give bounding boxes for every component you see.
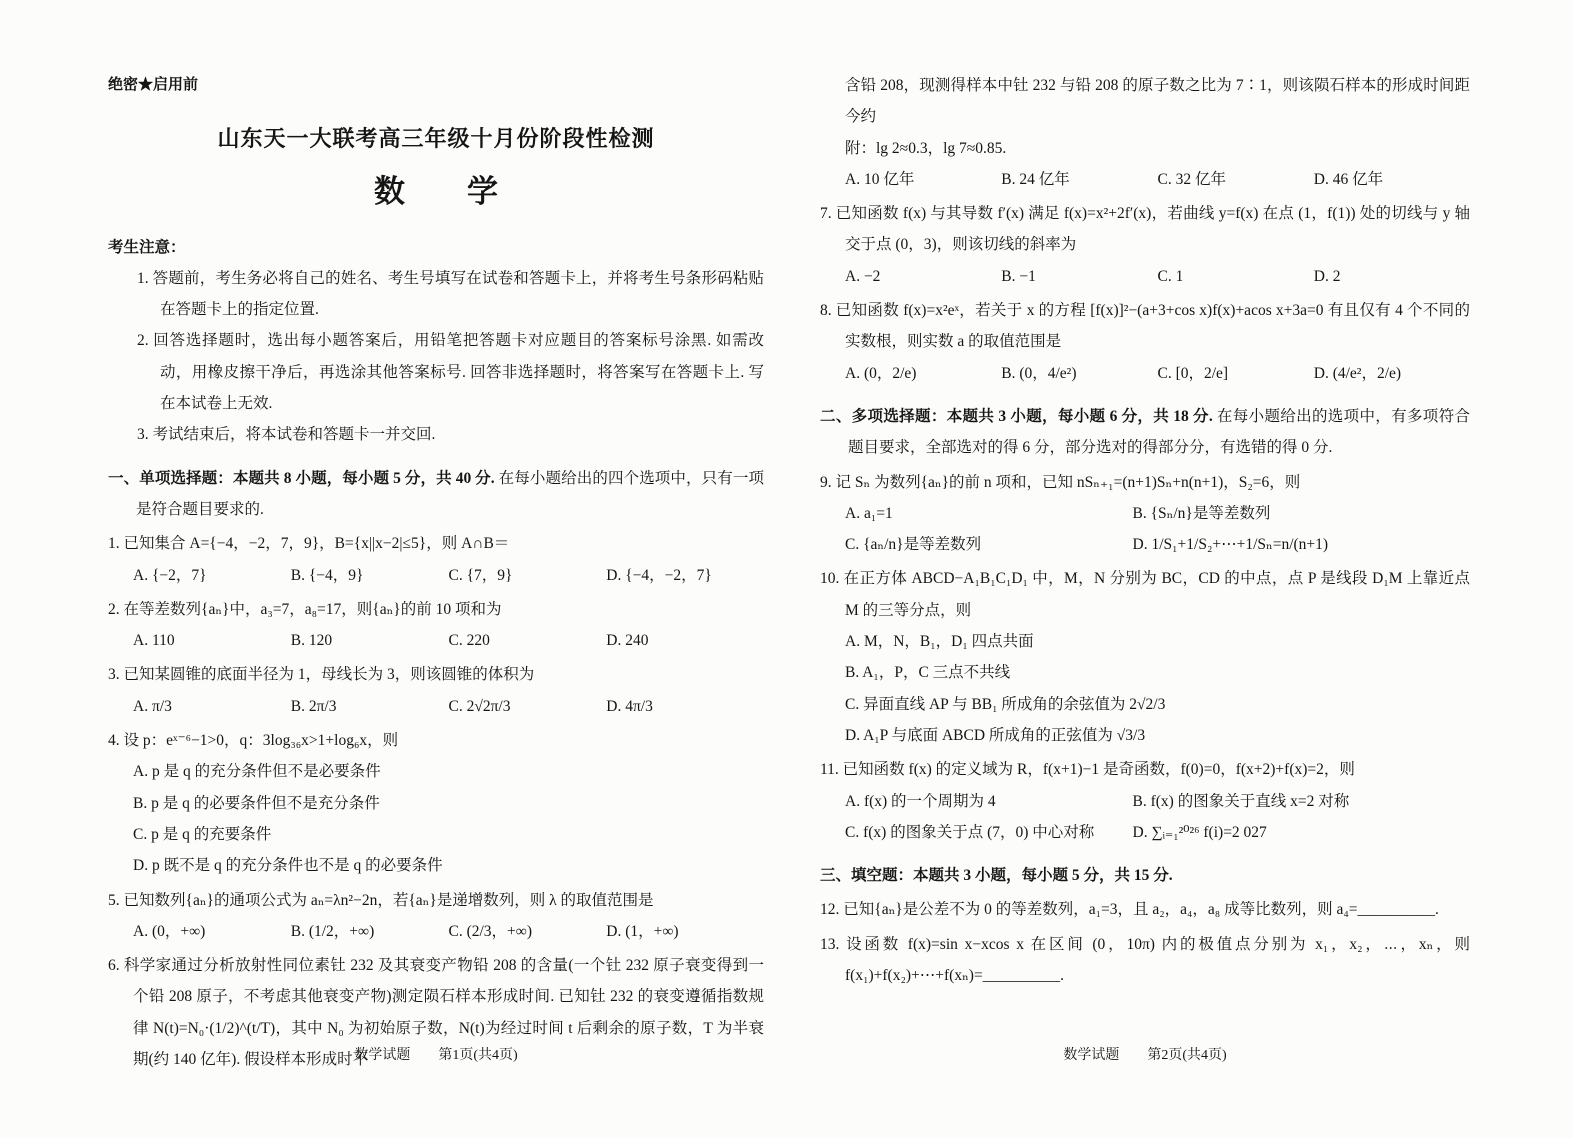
question-1-option-b: B. {−4，9} (290, 566, 364, 584)
question-9-option-b: B. {Sₙ/n}是等差数列 (1132, 504, 1271, 522)
section-1-heading-rest: 在每小题给出的四个选项中，只有一项是符合题目要求的. (136, 469, 764, 518)
question-6-option-c: C. 32 亿年 (1157, 170, 1226, 188)
question-4-option-b: B. p 是 q 的必要条件但不是充分条件 (133, 794, 380, 812)
section-1-heading (108, 463, 764, 526)
question-4-stem: 4. 设 p：eˣ⁻⁶−1>0，q：3log₃₆x>1+log₆x，则 (108, 732, 399, 750)
question-1-option-c: C. {7，9} (448, 566, 513, 584)
question-10-option-d: D. A₁P 与底面 ABCD 所成角的正弦值为 √3/3 (845, 726, 1146, 744)
question-1-stem: 1. 已知集合 A={−4，−2，7，9}，B={x||x−2|≤5}，则 A∩B＝ (108, 535, 510, 553)
page-1 (108, 0, 764, 1138)
question-7-option-d: D. 2 (1313, 267, 1341, 285)
notice-item-2: 2. 回答选择题时，选出每小题答案后，用铅笔把答题卡对应题目的答案标号涂黑. 如需改动，用橡皮擦干净后，再选涂其他答案标号. 回答非选择题时，将答案写在答题卡上. 写在本试卷上无效. (137, 332, 764, 413)
page-1-footer: 数学试题 第1页(共4页) (354, 1048, 518, 1063)
question-5-option-d: D. (1，+∞) (606, 922, 679, 940)
question-7-options (820, 261, 1470, 292)
question-3-option-c: C. 2√2π/3 (448, 697, 511, 715)
section-2-heading-bold: 二、多项选择题：本题共 3 小题，每小题 6 分，共 18 分. (820, 407, 1213, 425)
question-1-option-d: D. {−4，−2，7} (606, 566, 712, 584)
question-10-option-b: B. A₁，P，C 三点不共线 (845, 664, 1011, 682)
question-11-option-a: A. f(x) 的一个周期为 4 (845, 792, 996, 810)
question-1-option-a: A. {−2，7} (133, 566, 207, 584)
question-12-stem: 12. 已知{aₙ}是公差不为 0 的等差数列，a₁=3，且 a₂，a₄，a₈ 成等比数列，则 a₄=__________. (820, 901, 1439, 919)
question-6-option-d: D. 46 亿年 (1313, 170, 1384, 188)
question-3-options (108, 691, 764, 722)
question-1-options (108, 560, 764, 591)
question-10-options (820, 626, 1470, 751)
notice-item-3: 3. 考试结束后，将本试卷和答题卡一并交回. (137, 426, 436, 444)
question-5-option-b: B. (1/2，+∞) (290, 922, 375, 940)
question-11-options (820, 786, 1470, 849)
question-6-hint: 附：lg 2≈0.3，lg 7≈0.85. (845, 139, 1007, 157)
notice-heading: 考生注意： (108, 238, 186, 256)
question-13-stem: 13. 设函数 f(x)=sin x−xcos x 在区间 (0，10π) 内的极值点分别为 x₁，x₂，⋯，xₙ，则 f(x₁)+f(x₂)+⋯+f(xₙ)=__________. (820, 935, 1470, 985)
exam-title: 山东天一大联考高三年级十月份阶段性检测 (217, 126, 655, 152)
question-6-option-b: B. 24 亿年 (1001, 170, 1070, 188)
question-5-option-c: C. (2/3，+∞) (448, 922, 533, 940)
security-marking: 绝密★启用前 (108, 77, 199, 93)
question-6-stem: 6. 科学家通过分析放射性同位素钍 232 及其衰变产物铅 208 的含量(一个钍 232 原子衰变得到一个铅 208 原子，不考虑其他衰变产物)测定陨石样本形成时间. 已知钍 232 的衰变遵循指数规律 N(t)=N₀·(1/2)^(t/T)，其中 N₀ 为初始原子数，N(t)为经过时间 t 后剩余的原子数，T 为半衰期(约 140 亿年). 假设样本形成时不 (108, 957, 764, 1069)
question-10-option-a: A. M，N，B₁，D₁ 四点共面 (845, 633, 1034, 651)
question-7-stem: 7. 已知函数 f(x) 与其导数 f′(x) 满足 f(x)=x²+2f′(x)，若曲线 y=f(x) 在点 (1，f(1)) 处的切线与 y 轴交于点 (0，3)，则该切线的斜率为 (820, 205, 1470, 254)
question-9-option-a: A. a₁=1 (845, 504, 893, 522)
question-6-option-a: A. 10 亿年 (845, 170, 915, 188)
question-6-options (820, 164, 1470, 195)
question-7-option-b: B. −1 (1001, 267, 1036, 285)
question-11-option-c: C. f(x) 的图象关于点 (7，0) 中心对称 (845, 823, 1095, 841)
question-4-options (108, 756, 764, 881)
question-2-option-a: A. 110 (133, 632, 175, 650)
question-9-stem: 9. 记 Sₙ 为数列{aₙ}的前 n 项和，已知 nSₙ₊₁=(n+1)Sₙ+n(n+1)，S₂=6，则 (820, 473, 1301, 491)
section-1-heading-bold: 一、单项选择题：本题共 8 小题，每小题 5 分，共 40 分. (108, 469, 495, 487)
question-11-option-d: D. ∑ᵢ₌₁²⁰²⁶ f(i)=2 027 (1132, 823, 1267, 841)
question-4-option-c: C. p 是 q 的充要条件 (133, 825, 272, 843)
question-2-option-d: D. 240 (606, 632, 649, 650)
question-5-stem: 5. 已知数列{aₙ}的通项公式为 aₙ=λn²−2n，若{aₙ}是递增数列，则 λ 的取值范围是 (108, 891, 654, 909)
question-4-option-a: A. p 是 q 的充分条件但不是必要条件 (133, 763, 381, 781)
question-8-option-b: B. (0，4/e²) (1001, 364, 1077, 382)
question-7-option-a: A. −2 (845, 267, 881, 285)
question-8-option-d: D. (4/e²，2/e) (1313, 364, 1402, 382)
question-9-option-d: D. 1/S₁+1/S₂+⋯+1/Sₙ=n/(n+1) (1132, 536, 1329, 554)
question-5-options (108, 916, 764, 947)
question-10-stem: 10. 在正方体 ABCD−A₁B₁C₁D₁ 中，M，N 分别为 BC，CD 的中点，点 P 是线段 D₁M 上靠近点 M 的三等分点，则 (820, 570, 1470, 619)
notice-item-1: 1. 答题前，考生务必将自己的姓名、考生号填写在试卷和答题卡上，并将考生号条形码粘贴在答题卡上的指定位置. (137, 269, 764, 319)
question-3-option-b: B. 2π/3 (290, 697, 337, 715)
question-5-option-a: A. (0，+∞) (133, 922, 206, 940)
question-2-option-c: C. 220 (448, 632, 490, 650)
question-8-option-a: A. (0，2/e) (845, 364, 917, 382)
question-7-option-c: C. 1 (1157, 267, 1184, 285)
question-9-options (820, 498, 1470, 561)
section-2-heading-rest: 在每小题给出的选项中，有多项符合题目要求，全部选对的得 6 分，部分选对的得部分分，有选错的得 0 分. (848, 407, 1470, 457)
question-6-continuation: 含铅 208，现测得样本中钍 232 与铅 208 的原子数之比为 7∶1，则该陨石样本的形成时间距今约 (845, 77, 1470, 126)
question-4-option-d: D. p 既不是 q 的充分条件也不是 q 的必要条件 (133, 857, 443, 875)
question-8-options (820, 358, 1470, 389)
section-2-heading (820, 401, 1470, 464)
page-2-footer: 数学试题 第2页(共4页) (1063, 1048, 1227, 1063)
question-10-option-c: C. 异面直线 AP 与 BB₁ 所成角的余弦值为 2√2/3 (845, 695, 1166, 713)
question-2-stem: 2. 在等差数列{aₙ}中，a₃=7，a₈=17，则{aₙ}的前 10 项和为 (108, 600, 502, 618)
question-8-option-c: C. [0，2/e] (1157, 364, 1229, 382)
question-11-stem: 11. 已知函数 f(x) 的定义域为 R，f(x+1)−1 是奇函数，f(0)=0，f(x+2)+f(x)=2，则 (820, 761, 1355, 779)
question-3-option-a: A. π/3 (133, 697, 172, 715)
question-9-option-c: C. {aₙ/n}是等差数列 (845, 536, 982, 554)
section-3-heading-bold: 三、填空题：本题共 3 小题，每小题 5 分，共 15 分. (820, 867, 1173, 885)
question-3-option-d: D. 4π/3 (606, 697, 653, 715)
page-2 (820, 0, 1470, 1138)
question-3-stem: 3. 已知某圆锥的底面半径为 1，母线长为 3，则该圆锥的体积为 (108, 666, 535, 684)
section-3-heading (820, 860, 1470, 891)
question-8-stem: 8. 已知函数 f(x)=x²eˣ，若关于 x 的方程 [f(x)]²−(a+3+cos x)f(x)+acos x+3a=0 有且仅有 4 个不同的实数根，则实数 a 的取值范围是 (820, 302, 1470, 351)
question-11-option-b: B. f(x) 的图象关于直线 x=2 对称 (1132, 792, 1350, 810)
question-2-option-b: B. 120 (290, 632, 333, 650)
subject-title: 数 学 (374, 174, 498, 210)
question-2-options (108, 625, 764, 656)
